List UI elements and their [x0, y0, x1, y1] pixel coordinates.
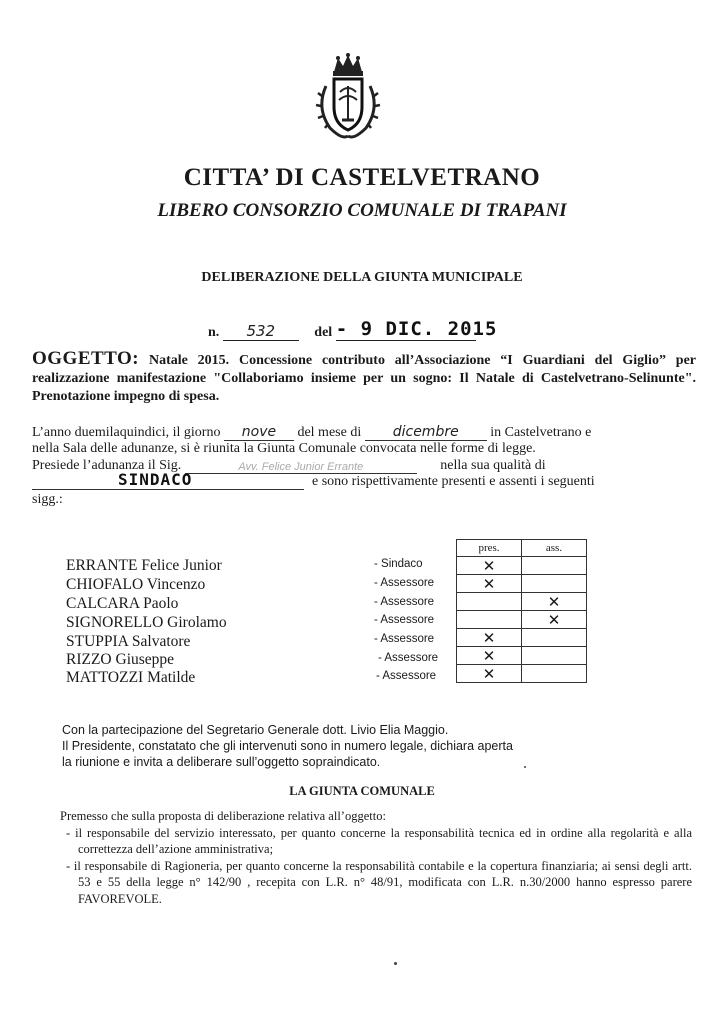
- absent-mark: ✕: [522, 593, 587, 611]
- member-name: CALCARA Paolo: [66, 595, 179, 612]
- intro-line-1: [32, 424, 591, 441]
- present-mark: ✕: [457, 575, 522, 593]
- member-name: CHIOFALO Vincenzo: [66, 576, 206, 593]
- absent-mark: [522, 575, 587, 593]
- absent-mark: [522, 557, 587, 575]
- member-role: - Assessore: [374, 577, 435, 589]
- present-mark: ✕: [457, 665, 522, 683]
- city-title: CITTA’ DI CASTELVETRANO: [183, 164, 541, 191]
- deliberation-title: DELIBERAZIONE DELLA GIUNTA MUNICIPALE: [201, 270, 523, 285]
- qualita-label: nella sua qualità di: [440, 458, 546, 473]
- participation-line-1: Con la partecipazione del Segretario Generale dott. Livio Elia Maggio.: [62, 723, 449, 737]
- member-role: - Assessore: [374, 633, 435, 645]
- scan-speck: [394, 962, 397, 965]
- oggetto-text: Natale 2015. Concessione contributo all’Associazione “I Guardiani del Giglio” per realizzazione manifestazione "Collaboriamo insieme per un sogno: Il Natale di Castelvetrano-Selinunte". Prenotazione impegno di spesa.: [32, 353, 696, 404]
- member-role: - Sindaco: [374, 558, 423, 570]
- oggetto-section: [32, 350, 696, 406]
- absent-column-header: ass.: [522, 540, 587, 557]
- member-name: MATTOZZI Matilde: [66, 669, 196, 686]
- present-column-header: pres.: [457, 540, 522, 557]
- presenti-label: e sono rispettivamente presenti e assenti i seguenti: [312, 474, 595, 489]
- giunta-title: LA GIUNTA COMUNALE: [289, 784, 435, 798]
- member-name: ERRANTE Felice Junior: [66, 557, 222, 574]
- coat-of-arms-icon: [312, 52, 384, 144]
- present-mark: ✕: [457, 647, 522, 665]
- member-role: - Assessore: [374, 614, 435, 626]
- premesso-section: [60, 808, 692, 907]
- date-label: del: [314, 325, 333, 340]
- member-name: STUPPIA Salvatore: [66, 633, 191, 650]
- attendance-table: [456, 539, 587, 683]
- deliberation-date-stamp: - 9 DIC. 2015: [335, 318, 498, 340]
- intro-line-2: nella Sala delle adunanze, si è riunita la Giunta Comunale convocata nelle forme di legge.: [32, 441, 536, 456]
- intro-text-2: del mese di: [297, 425, 362, 440]
- participation-line-3: la riunione e invita a deliberare sull’oggetto sopraindicato.: [62, 755, 381, 769]
- scan-speck: [524, 766, 526, 768]
- member-role: - Assessore: [376, 670, 437, 682]
- absent-mark: [522, 665, 587, 683]
- premesso-item: - il responsabile di Ragioneria, per quanto concerne la responsabilità contabile e la copertura finanziaria; ai sensi degli artt. 53 e 55 della legge n° 142/90 , recepita con L.R. n° 48/91, modificata con L.R. n.30/2000 hanno espresso parere FAVOREVOLE.: [66, 858, 692, 906]
- absent-mark: [522, 629, 587, 647]
- member-role: - Assessore: [374, 596, 435, 608]
- member-name: SIGNORELLO Girolamo: [66, 614, 227, 631]
- consorzio-subtitle: LIBERO CONSORZIO COMUNALE DI TRAPANI: [157, 200, 567, 221]
- participation-line-2: Il Presidente, constatato che gli intervenuti sono in numero legale, dichiara aperta: [62, 739, 513, 753]
- present-mark: [457, 593, 522, 611]
- meeting-day: nove: [224, 424, 294, 441]
- number-label: n.: [208, 325, 220, 340]
- intro-text-3: in Castelvetrano e: [490, 425, 592, 440]
- absent-mark: ✕: [522, 611, 587, 629]
- present-mark: ✕: [457, 557, 522, 575]
- member-name: RIZZO Giuseppe: [66, 651, 175, 668]
- role-stamp: SINDACO: [32, 470, 304, 490]
- intro-text-1: L’anno duemilaquindici, il giorno: [32, 425, 221, 440]
- premesso-item: - il responsabile del servizio interessato, per quanto concerne la responsabilità tecnica ed in ordine alla regolarità e alla correttezza dell’azione amministrativa;: [66, 825, 692, 856]
- premesso-intro: Premesso che sulla proposta di deliberazione relativa all’oggetto:: [60, 809, 386, 823]
- absent-mark: [522, 647, 587, 665]
- deliberation-number: 532: [223, 322, 299, 341]
- sigg-label: sigg.:: [32, 492, 63, 507]
- presiede-label: Presiede l’adunanza il Sig.: [32, 458, 182, 473]
- present-mark: ✕: [457, 629, 522, 647]
- member-role: - Assessore: [378, 652, 439, 664]
- deliberation-number-row: [208, 318, 498, 341]
- oggetto-label: OGGETTO:: [32, 348, 140, 369]
- present-mark: [457, 611, 522, 629]
- president-name-stamp: Avv. Felice Junior Errante: [185, 461, 417, 474]
- intro-line-4: [32, 470, 595, 490]
- meeting-month: dicembre: [365, 424, 487, 441]
